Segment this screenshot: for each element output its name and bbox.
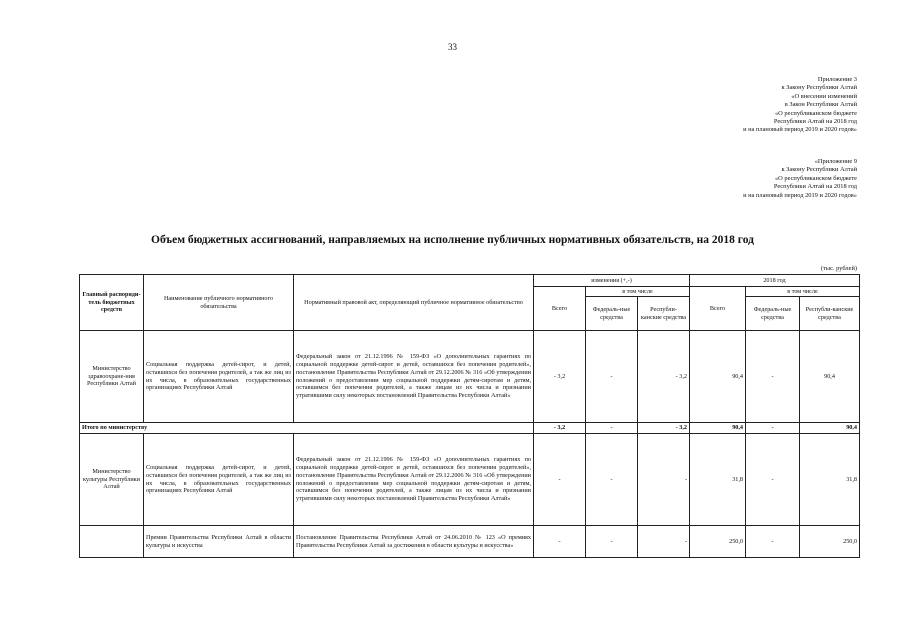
cell-act: Федеральный закон от 21.12.1996 № 159-ФЗ «О дополнительных гарантиях по социальной поддержке детей-сирот и детей, оставшихся без попечения родителей», постановление Правительства Республики Алтай от 29.12.2006 № 316 «Об утверждении положений о предоставлении мер социальной поддержки детям-сиротам и детям, оставшимся без попечения родителей, а также лицам из их числа и признании утратившими силу некоторых постановлений Правительства Республики Алтай» bbox=[294, 331, 534, 423]
cell-changes-total: - bbox=[534, 434, 586, 526]
header-year-republic: Республи-канские средства bbox=[800, 297, 860, 331]
cell-year-federal: - bbox=[746, 526, 800, 558]
total-row bbox=[80, 423, 860, 434]
cell-year-federal: - bbox=[746, 434, 800, 526]
cell-obligation: Социальная поддержка детей-сирот, и детей, оставшихся без попечения родителей, а так же лиц из их числа, в образовательных государственных организациях Республики Алтай bbox=[144, 434, 294, 526]
cell-year-federal: - bbox=[746, 331, 800, 423]
appendix-sub-header: «Приложение 9 к Закону Республики Алтай «О республиканском бюджете Республики Алтай на 2018 год и на плановый период 2019 и 2020 годов» bbox=[743, 158, 857, 199]
cell-changes-total: - 3,2 bbox=[534, 331, 586, 423]
cell-act: Федеральный закон от 21.12.1996 № 159-ФЗ «О дополнительных гарантиях по социальной поддержке детей-сирот и детей, оставшихся без попечения родителей», постановление Правительства Республики Алтай от 29.12.2006 № 316 «Об утверждении положений о предоставлении мер социальной поддержки детям-сиротам и детям, оставшимся без попечения родителей, а также лицам из их числа и признании утратившими силу некоторых постановлений Правительства Республики Алтай» bbox=[294, 434, 534, 526]
cell-obligation: Социальная поддержка детей-сирот, и детей, оставшихся без попечения родителей, а так же лиц из их числа, в образовательных государственных организациях Республики Алтай bbox=[144, 331, 294, 423]
cell-changes-republic: - bbox=[638, 434, 690, 526]
total-changes-republic: - 3,2 bbox=[638, 423, 690, 434]
total-label: Итого по министерству bbox=[80, 423, 534, 434]
header-changes-federal: Федераль-ные средства bbox=[586, 297, 638, 331]
table-row bbox=[80, 434, 860, 526]
cell-manager bbox=[80, 526, 144, 558]
cell-obligation: Премии Правительства Республики Алтай в области культуры и искусства bbox=[144, 526, 294, 558]
units-label: (тыс. рублей) bbox=[820, 265, 857, 272]
cell-act: Постановление Правительства Республики Алтай от 24.06.2010 № 123 «О премиях Правительства Республики Алтай за достижения в области культуры и искусства» bbox=[294, 526, 534, 558]
cell-year-republic: 90,4 bbox=[800, 331, 860, 423]
total-year-total: 90,4 bbox=[690, 423, 746, 434]
cell-changes-republic: - 3,2 bbox=[638, 331, 690, 423]
cell-changes-total: - bbox=[534, 526, 586, 558]
cell-changes-federal: - bbox=[586, 434, 638, 526]
document-title: Объем бюджетных ассигнований, направляемых на исполнение публичных нормативных обязательств, на 2018 год bbox=[151, 234, 754, 246]
cell-changes-federal: - bbox=[586, 331, 638, 423]
budget-table bbox=[79, 274, 860, 558]
page-number: 33 bbox=[448, 42, 457, 52]
cell-year-republic: 31,8 bbox=[800, 434, 860, 526]
header-changes: изменения (+,-) bbox=[534, 275, 690, 287]
total-changes-total: - 3,2 bbox=[534, 423, 586, 434]
header-changes-republic: Республи-канские средства bbox=[638, 297, 690, 331]
header-obligation: Наименование публичного нормативного обязательства bbox=[144, 275, 294, 331]
cell-manager: Министерство здравоохране-ния Республики Алтай bbox=[80, 331, 144, 423]
cell-changes-federal: - bbox=[586, 526, 638, 558]
cell-year-total: 250,0 bbox=[690, 526, 746, 558]
table-row bbox=[80, 526, 860, 558]
cell-manager: Министерство культуры Республики Алтай bbox=[80, 434, 144, 526]
appendix-header: Приложение 3 к Закону Республики Алтай «О внесении изменений в Закон Республики Алтай «О республиканском бюджете Республики Алтай на 2018 год и на плановый период 2019 и 2020 годов» bbox=[743, 76, 857, 134]
header-act: Нормативный правовой акт, определяющий публичное нормативное обязательство bbox=[294, 275, 534, 331]
cell-year-total: 90,4 bbox=[690, 331, 746, 423]
cell-changes-republic: - bbox=[638, 526, 690, 558]
table-row bbox=[80, 331, 860, 423]
total-changes-federal: - bbox=[586, 423, 638, 434]
total-year-republic: 90,4 bbox=[800, 423, 860, 434]
header-year: 2018 год bbox=[690, 275, 860, 287]
header-changes-total: Всего bbox=[534, 287, 586, 331]
header-year-federal: Федераль-ные средства bbox=[746, 297, 800, 331]
cell-year-total: 31,8 bbox=[690, 434, 746, 526]
header-manager: Главный распоряди-тель бюджетных средств bbox=[80, 275, 144, 331]
cell-year-republic: 250,0 bbox=[800, 526, 860, 558]
total-year-federal: - bbox=[746, 423, 800, 434]
header-changes-including: в том числе bbox=[586, 287, 690, 297]
header-year-including: в том числе bbox=[746, 287, 860, 297]
header-year-total: Всего bbox=[690, 287, 746, 331]
